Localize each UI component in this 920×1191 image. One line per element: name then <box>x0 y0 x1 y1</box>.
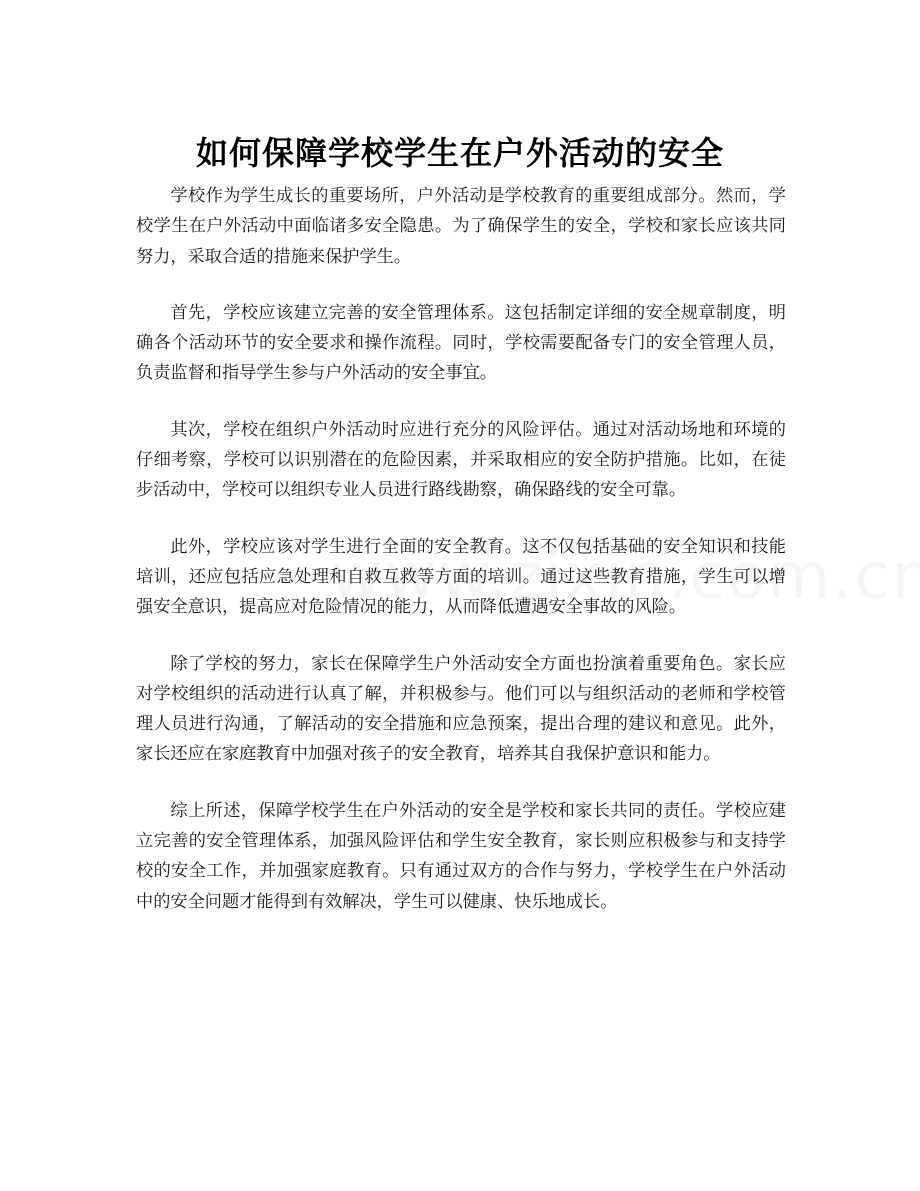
document-title: 如何保障学校学生在户外活动的安全 <box>195 134 724 173</box>
document-body <box>136 181 786 943</box>
paragraph-intro: 学校作为学生成长的重要场所，户外活动是学校教育的重要组成部分。然而，学校学生在户外活动中面临诸多安全隐患。为了确保学生的安全，学校和家长应该共同努力，采取合适的措施来保护学生。 <box>136 186 786 267</box>
paragraph-conclusion: 综上所述，保障学校学生在户外活动的安全是学校和家长共同的责任。学校应建立完善的安全管理体系，加强风险评估和学生安全教育，家长则应积极参与和支持学校的安全工作，并加强家庭教育。只有通过双方的合作与努力，学校学生在户外活动中的安全问题才能得到有效解决，学生可以健康、快乐地成长。 <box>136 800 786 912</box>
paragraph-risk-assessment: 其次，学校在组织户外活动时应进行充分的风险评估。通过对活动场地和环境的仔细考察，学校可以识别潜在的危险因素，并采取相应的安全防护措施。比如，在徒步活动中，学校可以组织专业人员进行路线勘察，确保路线的安全可靠。 <box>136 419 786 501</box>
paragraph-parents-role: 除了学校的努力，家长在保障学生户外活动安全方面也扮演着重要角色。家长应对学校组织的活动进行认真了解，并积极参与。他们可以与组织活动的老师和学校管理人员进行沟通，了解活动的安全措施和应急预案，提出合理的建议和意见。此外，家长还应在家庭教育中加强对孩子的安全教育，培养其自我保护意识和能力。 <box>136 653 786 765</box>
paragraph-safety-education: 此外，学校应该对学生进行全面的安全教育。这不仅包括基础的安全知识和技能培训，还应包括应急处理和自救互救等方面的培训。通过这些教育措施，学生可以增强安全意识，提高应对危险情况的能力，从而降低遭遇安全事故的风险。 <box>136 536 786 618</box>
paragraph-management-system: 首先，学校应该建立完善的安全管理体系。这包括制定详细的安全规章制度，明确各个活动环节的安全要求和操作流程。同时，学校需要配备专门的安全管理人员，负责监督和指导学生参与户外活动的安全事宜。 <box>136 302 786 384</box>
